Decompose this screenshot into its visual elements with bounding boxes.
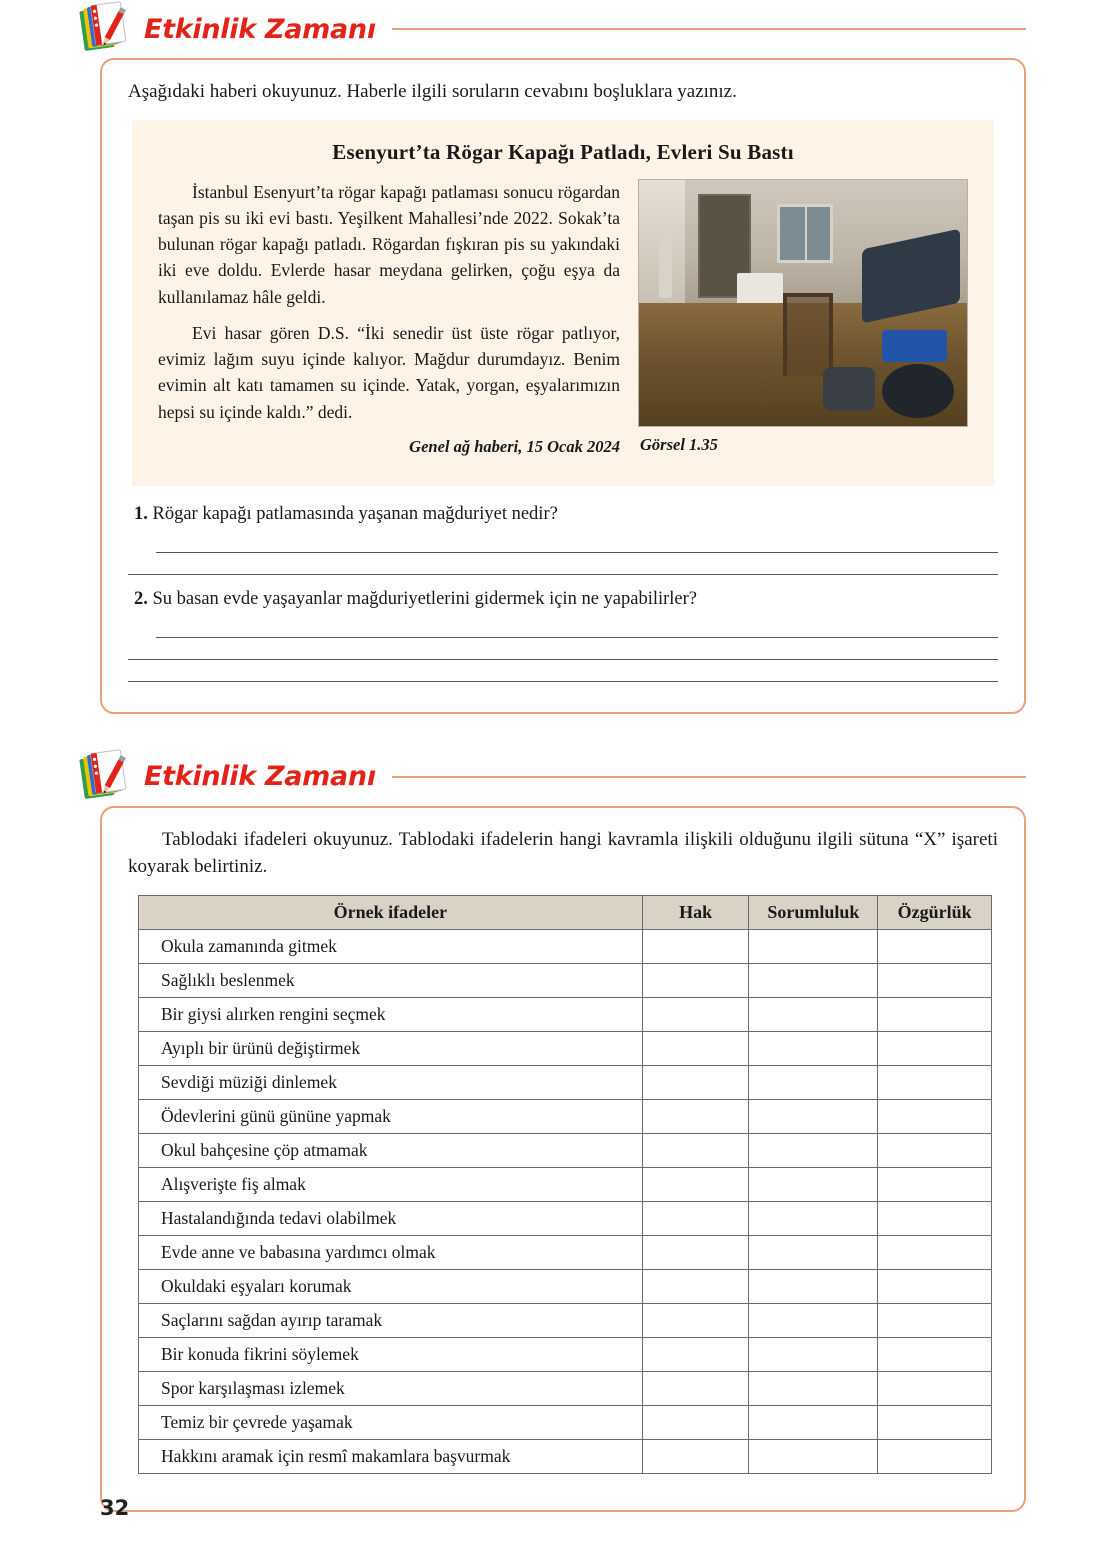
activity-box-1 (100, 58, 1026, 714)
column-header-hak: Hak (642, 895, 749, 929)
hak-checkbox-cell[interactable] (642, 929, 749, 963)
ozgurluk-checkbox-cell[interactable] (878, 1065, 992, 1099)
sorumluluk-checkbox-cell[interactable] (749, 1303, 878, 1337)
expression-cell: Temiz bir çevrede yaşamak (139, 1405, 643, 1439)
expression-cell: Evde anne ve babasına yardımcı olmak (139, 1235, 643, 1269)
ozgurluk-checkbox-cell[interactable] (878, 1303, 992, 1337)
table-row (139, 1201, 992, 1235)
concepts-table-wrapper (138, 895, 992, 1474)
sorumluluk-checkbox-cell[interactable] (749, 1269, 878, 1303)
ozgurluk-checkbox-cell[interactable] (878, 1337, 992, 1371)
column-header-ozgurluk: Özgürlük (878, 895, 992, 929)
figure-caption: Görsel 1.35 (640, 434, 718, 454)
table-body (139, 929, 992, 1473)
activity-header-2 (72, 748, 1026, 806)
hak-checkbox-cell[interactable] (642, 1133, 749, 1167)
hak-checkbox-cell[interactable] (642, 1235, 749, 1269)
sorumluluk-checkbox-cell[interactable] (749, 1439, 878, 1473)
ozgurluk-checkbox-cell[interactable] (878, 1133, 992, 1167)
expression-cell: Hastalandığında tedavi olabilmek (139, 1201, 643, 1235)
ozgurluk-checkbox-cell[interactable] (878, 929, 992, 963)
hak-checkbox-cell[interactable] (642, 1269, 749, 1303)
question-text: Su basan evde yaşayanlar mağduriyetlerini gidermek için ne yapabilirler? (152, 588, 698, 609)
ozgurluk-checkbox-cell[interactable] (878, 1439, 992, 1473)
expression-cell: Alışverişte fiş almak (139, 1167, 643, 1201)
hak-checkbox-cell[interactable] (642, 1099, 749, 1133)
answer-line[interactable] (128, 638, 998, 660)
table-row (139, 1269, 992, 1303)
table-row (139, 1439, 992, 1473)
hak-checkbox-cell[interactable] (642, 1371, 749, 1405)
news-paragraph: İstanbul Esenyurt’ta rögar kapağı patlaması sonucu rögardan taşan pis su iki evi bastı. Yeşilkent Mahallesi’nde 2022. Sokak’ta bulunan rögar kapağı patladı. Rögardan fışkıran pis su yakındaki iki eve doldu. Evlerde hasar meydana gelirken, çoğu eşya da kullanılamaz hâle geldi. (158, 181, 620, 307)
hak-checkbox-cell[interactable] (642, 1167, 749, 1201)
hak-checkbox-cell[interactable] (642, 963, 749, 997)
table-row (139, 1235, 992, 1269)
concepts-table (138, 895, 992, 1474)
activity-title-2: Etkinlik Zamanı (144, 761, 376, 793)
answer-line[interactable] (128, 553, 998, 575)
hak-checkbox-cell[interactable] (642, 1337, 749, 1371)
answer-area-2[interactable] (128, 616, 998, 682)
hak-checkbox-cell[interactable] (642, 1201, 749, 1235)
table-row (139, 1099, 992, 1133)
sorumluluk-checkbox-cell[interactable] (749, 997, 878, 1031)
sorumluluk-checkbox-cell[interactable] (749, 963, 878, 997)
hak-checkbox-cell[interactable] (642, 1065, 749, 1099)
answer-line[interactable] (128, 660, 998, 682)
hak-checkbox-cell[interactable] (642, 1439, 749, 1473)
flooded-house-photo (638, 179, 968, 427)
answer-area-1[interactable] (128, 531, 998, 575)
activity-body-2 (102, 808, 1024, 1510)
table-row (139, 1303, 992, 1337)
question-number: 2. (134, 588, 148, 609)
question-2 (134, 589, 998, 610)
ozgurluk-checkbox-cell[interactable] (878, 1201, 992, 1235)
table-row (139, 1031, 992, 1065)
table-row (139, 929, 992, 963)
answer-line[interactable] (156, 616, 998, 638)
news-card (132, 120, 994, 486)
notebooks-pencil-icon (72, 744, 138, 810)
ozgurluk-checkbox-cell[interactable] (878, 1405, 992, 1439)
activity-box-2 (100, 806, 1026, 1512)
activity-title-1: Etkinlik Zamanı (144, 13, 376, 45)
expression-cell: Okul bahçesine çöp atmamak (139, 1133, 643, 1167)
expression-cell: Saçlarını sağdan ayırıp taramak (139, 1303, 643, 1337)
expression-cell: Bir konuda fikrini söylemek (139, 1337, 643, 1371)
column-header-sorumluluk: Sorumluluk (749, 895, 878, 929)
table-row (139, 1371, 992, 1405)
expression-cell: Ödevlerini günü gününe yapmak (139, 1099, 643, 1133)
table-row (139, 1167, 992, 1201)
page-number: 32 (100, 1496, 130, 1520)
activity-body-1 (102, 60, 1024, 712)
sorumluluk-checkbox-cell[interactable] (749, 1201, 878, 1235)
expression-cell: Ayıplı bir ürünü değiştirmek (139, 1031, 643, 1065)
news-paragraph: Evi hasar gören D.S. “İki senedir üst üste rögar patlıyor, evimiz lağım suyu içinde kalıyor. Mağdur durumdayız. Benim evimin alt katı tamamen su içinde. Yatak, yorgan, eşyalarımızın hepsi su içinde kaldı.” dedi. (158, 322, 620, 422)
activity-instruction-2: Tablodaki ifadeleri okuyunuz. Tablodaki ifadelerin hangi kavramla ilişkili olduğunu ilgili sütuna “X” işareti koyarak belirtiniz. (128, 828, 998, 878)
sorumluluk-checkbox-cell[interactable] (749, 1031, 878, 1065)
expression-cell: Okula zamanında gitmek (139, 929, 643, 963)
news-source: Genel ağ haberi, 15 Ocak 2024 (409, 436, 620, 456)
table-header-row (139, 895, 992, 929)
news-figure (638, 179, 968, 455)
answer-line[interactable] (156, 531, 998, 553)
expression-cell: Okuldaki eşyaları korumak (139, 1269, 643, 1303)
news-headline: Esenyurt’ta Rögar Kapağı Patladı, Evleri Su Bastı (332, 139, 794, 164)
activity-section-2 (100, 748, 1026, 1512)
expression-cell: Bir giysi alırken rengini seçmek (139, 997, 643, 1031)
table-row (139, 997, 992, 1031)
sorumluluk-checkbox-cell[interactable] (749, 1065, 878, 1099)
ozgurluk-checkbox-cell[interactable] (878, 1235, 992, 1269)
table-row (139, 1133, 992, 1167)
expression-cell: Sevdiği müziği dinlemek (139, 1065, 643, 1099)
expression-cell: Spor karşılaşması izlemek (139, 1371, 643, 1405)
hak-checkbox-cell[interactable] (642, 1405, 749, 1439)
sorumluluk-checkbox-cell[interactable] (749, 1133, 878, 1167)
question-text: Rögar kapağı patlamasında yaşanan mağduriyet nedir? (152, 503, 558, 524)
ozgurluk-checkbox-cell[interactable] (878, 963, 992, 997)
sorumluluk-checkbox-cell[interactable] (749, 1405, 878, 1439)
sorumluluk-checkbox-cell[interactable] (749, 1167, 878, 1201)
question-1 (134, 504, 998, 525)
question-number: 1. (134, 503, 148, 524)
title-divider-1 (392, 28, 1026, 30)
ozgurluk-checkbox-cell[interactable] (878, 1371, 992, 1405)
ozgurluk-checkbox-cell[interactable] (878, 997, 992, 1031)
sorumluluk-checkbox-cell[interactable] (749, 929, 878, 963)
hak-checkbox-cell[interactable] (642, 997, 749, 1031)
table-row (139, 1405, 992, 1439)
column-header-expressions: Örnek ifadeler (139, 895, 643, 929)
expression-cell: Sağlıklı beslenmek (139, 963, 643, 997)
title-divider-2 (392, 776, 1026, 778)
sorumluluk-checkbox-cell[interactable] (749, 1337, 878, 1371)
table-row (139, 1337, 992, 1371)
activity-instruction-1: Aşağıdaki haberi okuyunuz. Haberle ilgili soruların cevabını boşluklara yazınız. (128, 81, 737, 102)
hak-checkbox-cell[interactable] (642, 1031, 749, 1065)
expression-cell: Hakkını aramak için resmî makamlara başvurmak (139, 1439, 643, 1473)
activity-section-1 (100, 0, 1026, 714)
table-row (139, 1065, 992, 1099)
sorumluluk-checkbox-cell[interactable] (749, 1099, 878, 1133)
sorumluluk-checkbox-cell[interactable] (749, 1235, 878, 1269)
notebooks-pencil-icon (72, 0, 138, 62)
ozgurluk-checkbox-cell[interactable] (878, 1031, 992, 1065)
ozgurluk-checkbox-cell[interactable] (878, 1099, 992, 1133)
news-columns (158, 179, 968, 470)
hak-checkbox-cell[interactable] (642, 1303, 749, 1337)
sorumluluk-checkbox-cell[interactable] (749, 1371, 878, 1405)
news-body (158, 179, 620, 470)
activity-header-1 (72, 0, 1026, 58)
ozgurluk-checkbox-cell[interactable] (878, 1167, 992, 1201)
ozgurluk-checkbox-cell[interactable] (878, 1269, 992, 1303)
table-row (139, 963, 992, 997)
